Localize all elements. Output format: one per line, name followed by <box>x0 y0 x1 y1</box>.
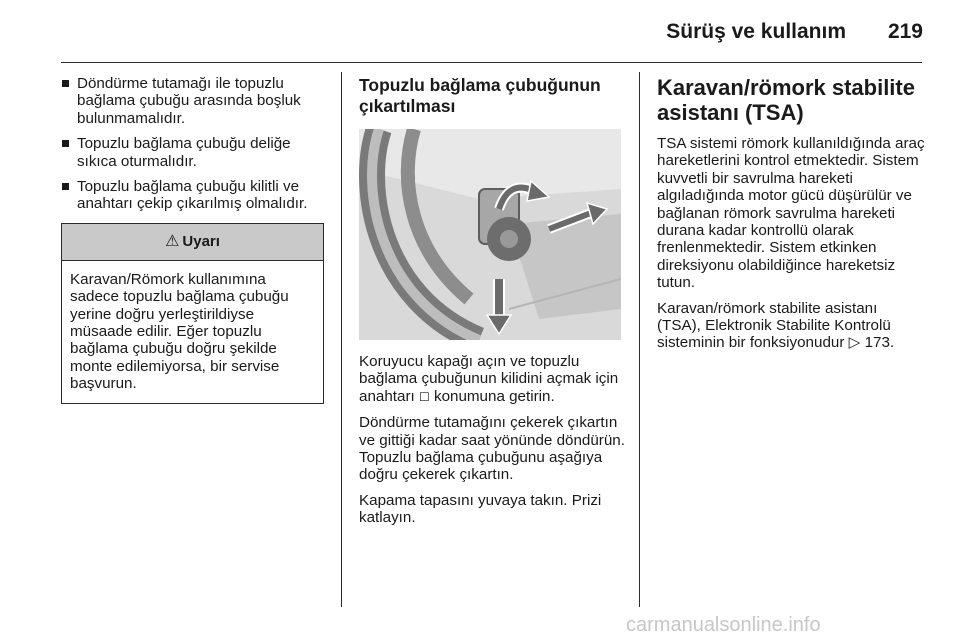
warning-box <box>61 223 324 404</box>
watermark: carmanualsonline.info <box>626 614 821 636</box>
paragraph-text: konumuna getirin. <box>433 387 555 405</box>
bullet-text: Topuzlu bağlama çubuğu deliğe sıkıca oturmalıdır. <box>77 135 291 170</box>
towbar-illustration <box>359 129 621 340</box>
list-item <box>61 135 327 170</box>
bullet-square-icon <box>62 80 69 87</box>
bullet-text: Topuzlu bağlama çubuğu kilitli ve anahtarı çekip çıkarılmış olmalıdır. <box>77 178 308 213</box>
paragraph: Döndürme tutamağını çekerek çıkartın ve gittiği kadar saat yönünde döndürün. Topuzlu bağlama çubuğunu aşağıya doğru çekerek çıkartın. <box>359 414 625 484</box>
page-number: 219 <box>887 20 923 43</box>
page-reference-link[interactable]: 173. <box>864 334 895 352</box>
unlock-icon: ☐ <box>418 389 430 404</box>
column-2 <box>359 75 629 535</box>
paragraph: Kapama tapasını yuvaya takın. Prizi katlayın. <box>359 491 602 527</box>
page-reference-arrow-icon: ▷ <box>848 334 861 352</box>
header-divider <box>61 62 922 63</box>
section-heading: Karavan/römork stabilite asistanı (TSA) <box>657 75 915 125</box>
bullet-square-icon <box>62 140 69 147</box>
paragraph: TSA sistemi römork kullanıldığında araç hareketlerini kontrol etmektedir. Sistem kuvvetli bir savrulma hareketi algıladığında motor gücü düşürülür ve bağlanan römork savrulma hareketi durana kadar kontrollü olarak frenlenmektedir. Sistem etkinken direksiyonu olabildiğince hareketsiz tutun. <box>657 135 925 292</box>
paragraph-text: Karavan/römork stabilite asistanı (TSA), Elektronik Stabilite Kontrolü sisteminin bir fonksiyonudur <box>657 299 891 352</box>
list-item <box>61 178 327 213</box>
list-item <box>61 75 327 127</box>
column-divider-2 <box>639 72 640 607</box>
section-heading: Topuzlu bağlama çubuğunun çıkartılması <box>359 75 601 116</box>
bullet-square-icon <box>62 183 69 190</box>
paragraph <box>359 353 629 406</box>
warning-triangle-icon: ⚠ <box>165 233 180 251</box>
page-header-title: Sürüş ve kullanım <box>666 20 846 43</box>
paragraph-text: Koruyucu kapağı açın ve topuzlu bağlama çubuğunun kilidini açmak için anahtarı <box>359 353 619 405</box>
warning-header <box>62 224 323 261</box>
warning-title: Uyarı <box>182 233 220 251</box>
warning-text: Karavan/Römork kullanımına sadece topuzlu bağlama çubuğu yerine doğru yerleştirildiyse müsaade edilir. Eğer topuzlu bağlama çubuğu doğru şekilde monte edilemiyorsa, bir servise başvurun. <box>70 270 289 393</box>
column-divider-1 <box>341 72 342 607</box>
bullet-text: Döndürme tutamağı ile topuzlu bağlama çubuğu arasında boşluk bulunmamalıdır. <box>77 75 301 127</box>
column-3 <box>657 75 925 360</box>
column-1 <box>61 75 327 404</box>
paragraph <box>657 300 925 352</box>
